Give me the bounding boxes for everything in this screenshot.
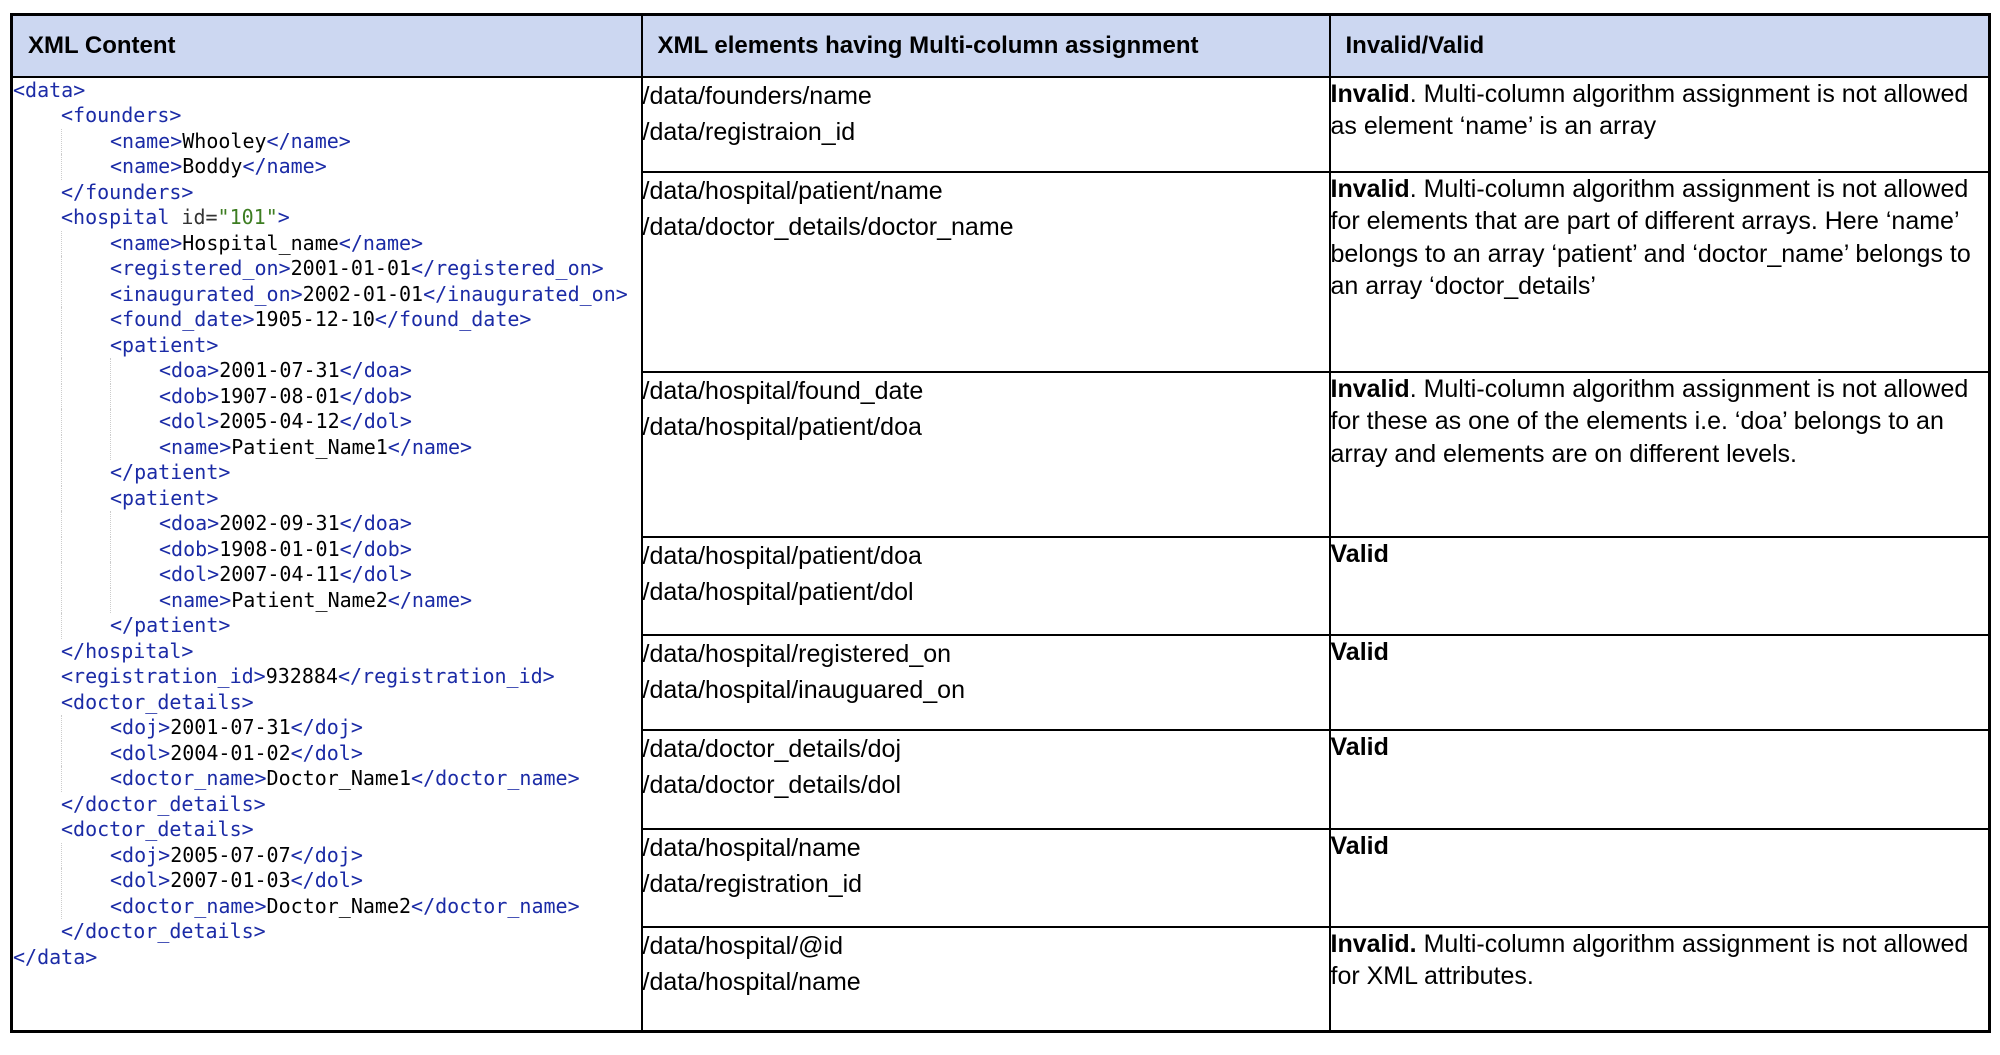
xpath-cell	[642, 537, 1330, 635]
xpath-line: /data/hospital/name	[642, 833, 861, 862]
xpath-cell	[642, 77, 1330, 172]
xpath-line: /data/hospital/patient/doa	[642, 541, 922, 570]
xpath-cell	[642, 635, 1330, 730]
xpath-line: /data/hospital/@id	[642, 931, 844, 960]
verdict-text: . Multi-column algorithm assignment is not allowed for elements that are part of different arrays. Here ‘name’ belongs to an array ‘patient’ and ‘doctor_name’ belongs to an array ‘doctor_details’	[1330, 174, 1971, 300]
xpath-line: /data/hospital/name	[642, 967, 861, 996]
xml-content-cell	[12, 77, 642, 1032]
table-header-row	[12, 15, 1990, 77]
verdict-status: Invalid	[1330, 174, 1410, 203]
xpath-cell	[642, 730, 1330, 829]
verdict-status: Valid	[1330, 539, 1389, 568]
verdict-cell	[1330, 172, 1990, 372]
xpath-line: /data/hospital/inauguared_on	[642, 675, 965, 704]
xpath-line: /data/doctor_details/doj	[642, 734, 902, 763]
verdict-text: . Multi-column algorithm assignment is not allowed as element ‘name’ is an array	[1330, 79, 1969, 140]
verdict-status: Valid	[1330, 637, 1389, 666]
verdict-cell	[1330, 927, 1990, 1032]
xpath-line: /data/hospital/patient/name	[642, 176, 943, 205]
xpath-line: /data/hospital/found_date	[642, 376, 924, 405]
xpath-line: /data/doctor_details/doctor_name	[642, 212, 1014, 241]
xpath-line: /data/hospital/registered_on	[642, 639, 952, 668]
xpath-line: /data/doctor_details/dol	[642, 770, 902, 799]
verdict-cell	[1330, 77, 1990, 172]
xpath-line: /data/registraion_id	[642, 117, 856, 146]
header-xml-content: XML Content	[12, 15, 642, 77]
table-row	[12, 77, 1990, 172]
xpath-line: /data/founders/name	[642, 81, 872, 110]
verdict-status: Valid	[1330, 732, 1389, 761]
xml-code-block: <data> <founders> <name>Whooley</name> <name>Boddy</name> </founders> <hospital id="101"> <name>Hospital_name</name> <registered_on>2001-01-01</registered_on> <inaugurated_on>2002-01-01</inaugurated_on> <found_date>1905-12-10</found_date> <patient> <doa>2001-07-31</doa> <dob>1907-08-01</dob> <dol>2005-04-12</dol> <name>Patient_Name1</name> </patient> <patient> <doa>2002-09-31</doa> <dob>1908-01-01</dob> <dol>2007-04-11</dol> <name>Patient_Name2</name> </patient> </hospital> <registration_id>932884</registration_id> <doctor_details> <doj>2001-07-31</doj> <dol>2004-01-02</dol> <doctor_name>Doctor_Name1</doctor_name> </doctor_details> <doctor_details> <doj>2005-07-07</doj> <dol>2007-01-03</dol> <doctor_name>Doctor_Name2</doctor_name> </doctor_details> </data>	[13, 77, 628, 969]
verdict-cell	[1330, 635, 1990, 730]
verdict-status: Invalid	[1330, 79, 1410, 108]
verdict-text: . Multi-column algorithm assignment is not allowed for these as one of the elements i.e. ‘doa’ belongs to an array and elements are on different levels.	[1330, 374, 1969, 468]
page	[0, 13, 2000, 1055]
verdict-cell	[1330, 537, 1990, 635]
verdict-text: Multi-column algorithm assignment is not allowed for XML attributes.	[1330, 929, 1969, 990]
xpath-line: /data/hospital/patient/doa	[642, 412, 922, 441]
verdict-status: Valid	[1330, 831, 1389, 860]
xpath-cell	[642, 372, 1330, 537]
xpath-line: /data/registration_id	[642, 869, 863, 898]
xpath-cell	[642, 829, 1330, 927]
verdict-status: Invalid.	[1330, 929, 1417, 958]
xpath-line: /data/hospital/patient/dol	[642, 577, 914, 606]
header-multi-column-elements: XML elements having Multi-column assignment	[642, 15, 1330, 77]
verdict-status: Invalid	[1330, 374, 1410, 403]
multi-column-validation-table	[10, 13, 1991, 1033]
verdict-cell	[1330, 730, 1990, 829]
xpath-cell	[642, 172, 1330, 372]
verdict-cell	[1330, 829, 1990, 927]
xpath-cell	[642, 927, 1330, 1032]
verdict-cell	[1330, 372, 1990, 537]
header-invalid-valid: Invalid/Valid	[1330, 15, 1990, 77]
